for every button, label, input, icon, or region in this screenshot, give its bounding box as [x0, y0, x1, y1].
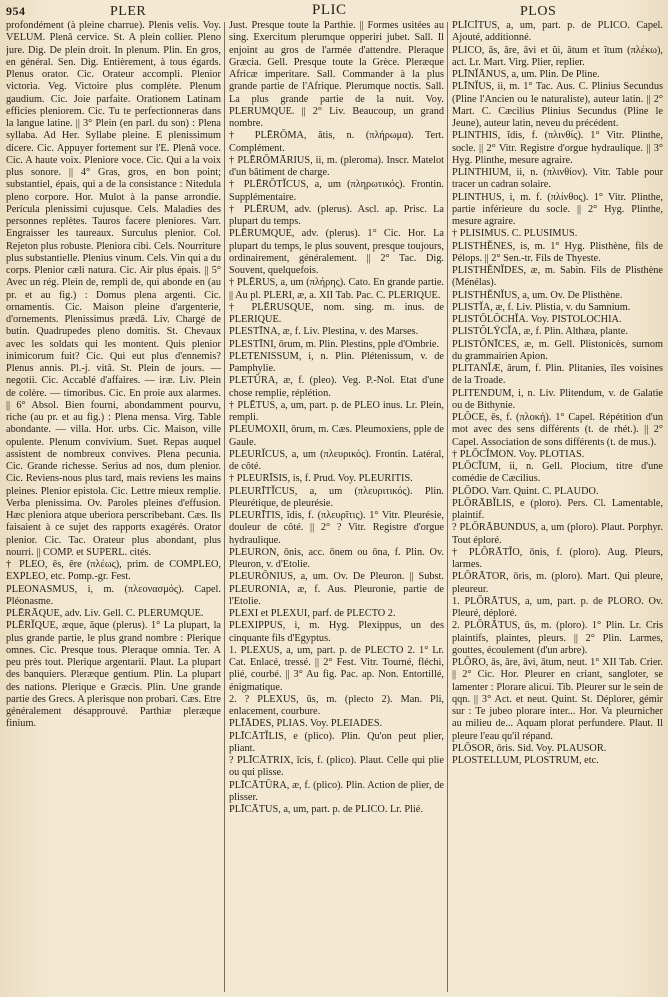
header-guide-word-right: PLOS: [520, 4, 557, 19]
column-right: [452, 20, 663, 997]
column-divider: [447, 22, 448, 992]
header-guide-word-left: PLER: [110, 4, 147, 19]
running-header: [0, 2, 668, 22]
column-text: PLĬCĬTUS, a, um, part. p. de PLICO. Capel. Ajouté, additionné. PLICO, ās, āre, āvi et ŭi, ātum et ĭtum (πλέκω), act. Lr. Mart. Virg. Plier, replier. PLĪNĬĀNUS, a, um. Plin. De Pline. PLĪNĬUS, ii, m. 1° Tac. Aus. C. Plinius Secundus (Pline l'Ancien ou le naturaliste), auteur latin. || 2° Mart. C. Cæcilius Plinius Secundus (Pline le Jeune), auteur latin, neveu du précédent. PLINTHIS, ĭdis, f. (πλινθίς). 1° Vitr. Plinthe, socle. || 2° Vitr. Registre d'orgue hydraulique. || 3° Hyg. Plinthe, mesure agraire. PLINTHIUM, ii, n. (πλινθίον). Vitr. Table pour tracer un cadran solaire. PLINTHUS, i, m. f. (πλίνθος). 1° Vitr. Plinthe, partie inférieure du socle. || 2° Hyg. Plinthe, mesure agraire. † PLISIMUS. C. PLUSIMUS. PLISTHĔNES, is, m. 1° Hyg. Plisthène, fils de Pélops. || 2° Sen.-tr. Fils de Thyeste. PLISTHĔNĬDES, æ, m. Sabin. Fils de Plisthène (Ménélas). PLISTHĔNĬUS, a, um. Ov. De Plisthène. PLISTĬA, æ, f. Liv. Plistia, v. du Samnium. PLISTŎLŎCHĬA. Voy. PISTOLOCHIA. PLISTŎLŸCĬA, æ, f. Plin. Althæa, plante. PLISTŎNĪCES, æ, m. Gell. Plistonicès, surnom du grammairien Apion. PLITANĬÆ, ārum, f. Plin. Plitanies, îles voisines de la Troade. PLITENDUM, i, n. Liv. Plitendum, v. de Galatie ou de Bithynie. PLŎCE, ēs, f. (πλοκή). 1° Capel. Répétition d'un mot avec des sens différents (t. de rhét.). || 2° Capel. Association de sons différents (t. de mus.). † PLŌCĬMON. Voy. PLOTIAS. PLŌCĬUM, ii, n. Gell. Plocium, titre d'une comédie de Cæcilius. PLŌDO. Varr. Quint. C. PLAUDO. PLŌRĀBĬLIS, e (ploro). Pers. Cl. Lamentable, plaintif. ? PLŌRĀBUNDUS, a, um (ploro). Plaut. Porphyr. Tout éploré. † PLŌRĀTĬO, ōnis, f. (ploro). Aug. Pleurs, larmes. PLŌRĀTOR, ōris, m. (ploro). Mart. Qui pleure, pleureur. 1. PLŌRĀTUS, a, um, part. p. de PLORO. Ov. Pleuré, déploré. 2. PLŌRĀTUS, ūs, m. (ploro). 1° Plin. Lr. Cris plaintifs, plaintes, pleurs. || 2° Plin. Larmes, gouttes, écoulement (d'un arbre). PLŌRO, ās, āre, āvi, ātum, neut. 1° XII Tab. Crier. || 2° Cic. Hor. Pleurer en criant, sangloter, se lamenter : Plorare alicui. Tib. Pleurer sur le sein de qqn. || 3° Act. et neut. Quint. St. Déplorer, gémir sur : Te jubeo plorare inter... Hor. Va pleurnicher au milieu de... Aquam plorat perfundere. Plaut. Il pleure l'eau qu'il répand. PLŌSOR, ōris. Sid. Voy. PLAUSOR. PLOSTELLUM, PLOSTRUM, etc.: [452, 20, 663, 766]
column-left: [6, 20, 221, 997]
column-middle: [229, 20, 444, 997]
column-text: Just. Presque toute la Parthie. || Formes usitées au sing. Exercitum plerumque opperiri jubet. Sall. Il enjoint au gros de l'armée d'attendre. Pleraque Græcia. Gell. Presque toute la Grèce. Pleræque Africæ imperitare. Sall. Commander à la plus grande partie de l'Afrique. Plerumque noctis. Sall. La plus grande partie de la nuit. Voy. PLERUMQUE. || 2° Liv. Beaucoup, un grand nombre. † PLĒRŌMA, ătis, n. (πλήρωμα). Tert. Complément. † PLĒRŌMĀRIUS, ii, m. (pleroma). Inscr. Matelot d'un bâtiment de charge. † PLĒRŌTĬCUS, a, um (πληρωτικός). Frontin. Supplémentaire. † PLĒRUM, adv. (plerus). Ascl. ap. Prisc. La plupart du temps. PLĒRUMQUE, adv. (plerus). 1° Cic. Hor. La plupart du temps, le plus souvent, presque toujours, ordinairement, généralement. || 2° Tac. Dig. Souvent, quelquefois. † PLĒRUS, a, um (πλήρης). Cato. En grande partie. || Au pl. PLERI, æ, a. XII Tab. Pac. C. PLERIQUE. † PLĒRUSQUE, nom. sing. m. inus. de PLERIQUE. PLESTĪNA, æ, f. Liv. Plestina, v. des Marses. PLESTĪNI, ōrum, m. Plin. Plestins, pple d'Ombrie. PLETENISSUM, i, n. Plin. Plétenissum, v. de Pamphylie. PLETŪRA, æ, f. (pleo). Veg. P.-Nol. Etat d'une chose remplie, réplétion. † PLĒTUS, a, um, part. p. de PLEO inus. Lr. Plein, rempli. PLEUMOXII, ōrum, m. Cæs. Pleumoxiens, pple de Gaule. PLEURĬCUS, a, um (πλευρικός). Frontin. Latéral, de côté. † PLEURĪSIS, is, f. Prud. Voy. PLEURITIS. PLEURĪTĬCUS, a, um (πλευριτικός). Plin. Pleurétique, de pleurésie. PLEURĪTIS, ĭdis, f. (πλευρῖτις). 1° Vitr. Pleurésie, douleur de côté. || 2° ? Vitr. Registre d'orgue hydraulique. PLEURON, ōnis, acc. ōnem ou ōna, f. Plin. Ov. Pleuron, v. d'Etolie. PLEURŌNIUS, a, um. Ov. De Pleuron. || Subst. PLEURONIA, æ, f. Aus. Pleuronie, partie de l'Etolie. PLEXI et PLEXUI, parf. de PLECTO 2. PLEXIPPUS, i, m. Hyg. Plexippus, un des cinquante fils d'Egyptus. 1. PLEXUS, a, um, part. p. de PLECTO 2. 1° Lr. Cat. Enlacé, tressé. || 2° Fest. Vitr. Tourné, fléchi, plié, courbé. || 3° Au fig. Pac. ap. Non. Entortillé, énigmatique. 2. ? PLEXUS, ūs, m. (plecto 2). Man. Pli, enlacement, courbure. PLĪĀDES, PLIAS. Voy. PLEIADES. PLĪCĀTĬLIS, e (plico). Plin. Qu'on peut plier, pliant. ? PLĪCĀTRIX, īcis, f. (plico). Plaut. Celle qui plie ou qui plisse. PLĪCĀTŪRA, æ, f. (plico). Plin. Action de plier, de plisser. PLĪCĀTUS, a, um, part. p. de PLICO. Lr. Plié.: [229, 20, 444, 815]
page-number: 954: [6, 4, 26, 18]
column-divider: [224, 22, 225, 992]
column-text: profondément (à pleine charrue). Plenis velis. Voy. VELUM. Plenâ cervice. St. A plein collier. Pleno jure. Dig. De plein droit. In plenum. Plin. En gros, en général. Sen. Dig. Entièrement, à tous égards. Plenus orator. Cic. Orateur accompli. Plenior victoria. Veg. Victoire plus complète. Plenum gaudium. Cic. Joie parfaite. Orationem Latinam efficies pleniorem. Cic. Tu te perfectionneras dans la langue latine. || 3° Plein (en parl. du son) : Plena syllaba. Ad Her. Syllabe pleine. E plenissimum dicere. Cic. Appuyer fortement sur l'E. Plenâ voce. Cic. A haute voix. Pleniore voce. Cic. Qui a la voix plus sonore. || 4° Gras, gros, en bon point; substantiel, épais, qui a de la consistance : Nitedula pleno corpore. Hor. Mulot à la panse arrondie. Pericula plenissimi cujusque. Cels. Maladies des personnes replètes. Tauros facere pleniores. Varr. Engraisser les taureaux. Surculus plenior. Col. Rejeton plus robuste. Pleniora cibi. Cels. Nourriture plus substantielle. Plenius vinum. Cels. Vin qui a du corps. Plenior cæli natura. Cic. Air plus épais. || 5° Avec un rég. Plein de, rempli de, qui abonde en (au pr. et au fig.) : Domus plena argenti. Cic. ornamentis. Cic. Maison pleine d'argenterie, d'ornements. Plenissimus prædâ. Liv. Chargé de butin. Quadrupedes pleno domitis. St. Chevaux avec les soldats qui les montent. Quis plenior inimicorum fuit? Cic. Qui eut plus d'ennemis? Plenus annis. Pl.-j. vitâ. St. Plein de jours. — negotii. Cic. Accablé d'affaires. — iræ. Liv. Plein de colère. — timoribus. Cic. En proie aux alarmes. || 6° Absol. Bien fourni, abondamment pourvu, riche (au pr. et au fig.) : Plena mensa. Virg. Table abondante. — villa. Hor. urbs. Cic. Maison, ville opulente. Plenum convivium. Suet. Repas auquel assistent de nombreux convives. Plena pecunia. Cic. Grande richesse. Serius ad nos, dum plenior. Cic. Reviens-nous plus tard, mais reviens les mains pleines. Plenior epistola. Cic. Lettre mieux remplie. Verba plenissima. Ov. Paroles pleines d'effusion. Hæc pleniora atque uberiora perscribebant. Cæs. Ils faisaient à ce sujet des rapports exagérés. Orator plenior. Cic. Tac. Orateur plus abondant, plus nourri. || COMP. et SUPERL. cités. † PLEO, ēs, ēre (πλέως), prim. de COMPLEO, EXPLEO, etc. Pomp.-gr. Fest. PLEONASMUS, i, m. (πλεονασμός). Capel. Pléonasme. PLĒRĀQUE, adv. Liv. Gell. C. PLERUMQUE. PLĒRĬQUE, æque, āque (plerus). 1° La plupart, la plus grande partie, le plus grand nombre : Plerique omnes. Cic. Presque tous. Pleraque omnia. Ter. A peu près tout. Plerique argentarii. Plaut. La plupart des banquiers. Pleræque gentium. Plin. La plupart des nations. Plerique e Græcis. Plin. Une grande partie des Grecs. A plerisque non probari. Cæs. Etre généralement désapprouvé. Parthiæ pleræque finium.: [6, 20, 221, 730]
header-guide-word-center: PLIC: [312, 2, 347, 18]
